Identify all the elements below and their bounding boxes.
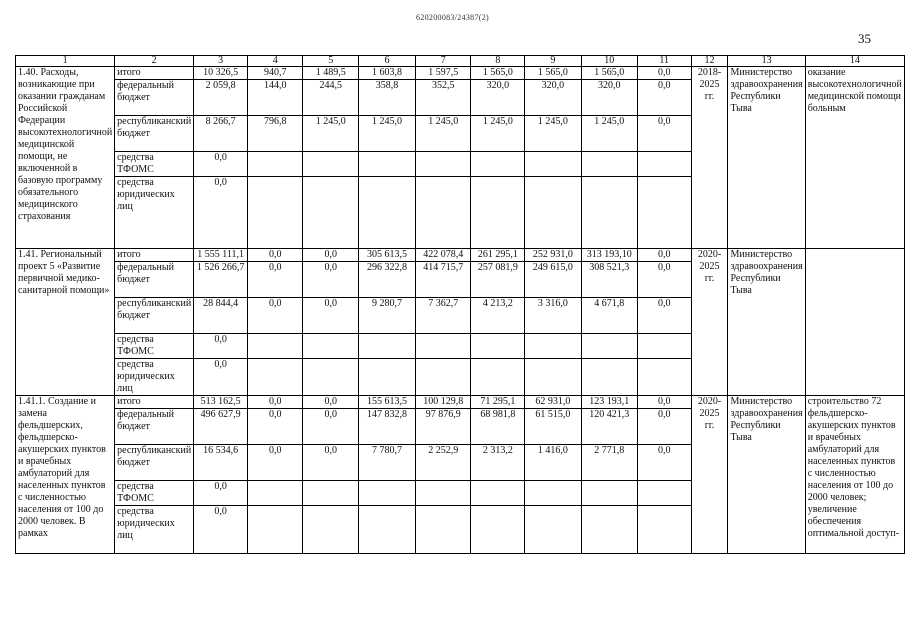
funding-source-cell: средства ТФОМС [115,334,194,359]
value-cell: 0,0 [637,262,691,298]
value-cell [416,506,471,554]
value-cell [525,334,581,359]
funding-source-cell: федеральный бюджет [115,80,194,116]
header-cell: 9 [525,56,581,67]
header-cell: 1 [16,56,115,67]
value-cell: 1 597,5 [416,67,471,80]
value-cell [471,359,525,396]
value-cell: 2 252,9 [416,445,471,481]
value-cell: 1 416,0 [525,445,581,481]
value-cell: 320,0 [471,80,525,116]
value-cell: 0,0 [303,445,358,481]
value-cell [581,359,637,396]
header-cell: 11 [637,56,691,67]
value-cell: 97 876,9 [416,409,471,445]
value-cell: 0,0 [248,262,303,298]
value-cell: 1 555 111,1 [194,249,248,262]
value-cell: 1 245,0 [581,116,637,152]
value-cell: 0,0 [637,67,691,80]
value-cell: 8 266,7 [194,116,248,152]
value-cell [637,359,691,396]
value-cell [637,177,691,249]
value-cell: 0,0 [194,359,248,396]
funding-source-cell: республиканский бюджет [115,298,194,334]
value-cell: 4 213,2 [471,298,525,334]
value-cell: 0,0 [248,249,303,262]
value-cell: 28 844,4 [194,298,248,334]
header-row [16,56,905,67]
value-cell: 4 671,8 [581,298,637,334]
funding-source-cell: средства юридических лиц [115,359,194,396]
value-cell: 0,0 [637,116,691,152]
value-cell [416,177,471,249]
value-cell [525,177,581,249]
table-row [16,249,905,262]
value-cell [581,177,637,249]
value-cell: 7 362,7 [416,298,471,334]
value-cell: 0,0 [637,396,691,409]
executor-cell: Министерство здравоохранения Республики Тыва [728,396,805,554]
value-cell: 0,0 [248,298,303,334]
value-cell: 414 715,7 [416,262,471,298]
value-cell: 7 780,7 [358,445,415,481]
value-cell: 2 313,2 [471,445,525,481]
value-cell: 422 078,4 [416,249,471,262]
value-cell: 257 081,9 [471,262,525,298]
value-cell [471,177,525,249]
value-cell: 296 322,8 [358,262,415,298]
value-cell: 1 245,0 [525,116,581,152]
value-cell: 0,0 [248,445,303,481]
value-cell: 305 613,5 [358,249,415,262]
value-cell: 940,7 [248,67,303,80]
value-cell: 71 295,1 [471,396,525,409]
value-cell [581,152,637,177]
value-cell: 0,0 [303,396,358,409]
table-row [16,67,905,80]
value-cell: 0,0 [637,298,691,334]
page-number: 35 [858,31,871,46]
value-cell [637,152,691,177]
value-cell: 261 295,1 [471,249,525,262]
value-cell [471,334,525,359]
header-cell: 6 [358,56,415,67]
value-cell [581,481,637,506]
funding-source-cell: итого [115,396,194,409]
value-cell: 1 245,0 [358,116,415,152]
value-cell: 320,0 [581,80,637,116]
value-cell: 61 515,0 [525,409,581,445]
header-cell: 10 [581,56,637,67]
value-cell [471,506,525,554]
value-cell: 252 931,0 [525,249,581,262]
value-cell [358,334,415,359]
period-cell: 2018-2025 гг. [691,67,728,249]
value-cell: 244,5 [303,80,358,116]
executor-cell: Министерство здравоохранения Республики Тыва [728,67,805,249]
funding-source-cell: средства юридических лиц [115,506,194,554]
value-cell: 0,0 [303,249,358,262]
header-cell: 4 [248,56,303,67]
value-cell: 0,0 [194,334,248,359]
value-cell [358,152,415,177]
value-cell: 0,0 [303,262,358,298]
funding-source-cell: средства ТФОМС [115,152,194,177]
value-cell [358,359,415,396]
measure-name-cell: 1.41.1. Создание и замена фельдшерских, фельдшерско-акушерских пунктов и врачебных амбулаторий для населенных пунктов с численностью населения от 100 до 2000 человек. В рамках [16,396,115,554]
funding-source-cell: итого [115,67,194,80]
value-cell: 1 565,0 [525,67,581,80]
value-cell: 358,8 [358,80,415,116]
value-cell: 1 245,0 [471,116,525,152]
value-cell [471,152,525,177]
funding-source-cell: средства юридических лиц [115,177,194,249]
value-cell [248,506,303,554]
result-cell [805,249,904,396]
value-cell [358,506,415,554]
value-cell [416,481,471,506]
value-cell: 1 489,5 [303,67,358,80]
funding-source-cell: федеральный бюджет [115,262,194,298]
value-cell [525,481,581,506]
value-cell: 0,0 [194,481,248,506]
value-cell: 320,0 [525,80,581,116]
value-cell: 1 603,8 [358,67,415,80]
header-cell: 8 [471,56,525,67]
value-cell: 2 771,8 [581,445,637,481]
value-cell [637,334,691,359]
value-cell [303,359,358,396]
value-cell: 123 193,1 [581,396,637,409]
value-cell: 1 245,0 [416,116,471,152]
header-cell: 2 [115,56,194,67]
value-cell: 147 832,8 [358,409,415,445]
value-cell [248,359,303,396]
value-cell [248,177,303,249]
value-cell [248,481,303,506]
value-cell: 68 981,8 [471,409,525,445]
funding-source-cell: средства ТФОМС [115,481,194,506]
value-cell: 0,0 [637,409,691,445]
value-cell [303,177,358,249]
header-cell: 14 [805,56,904,67]
value-cell [358,481,415,506]
value-cell: 120 421,3 [581,409,637,445]
value-cell: 155 613,5 [358,396,415,409]
funding-source-cell: итого [115,249,194,262]
executor-cell: Министерство здравоохранения Республики Тыва [728,249,805,396]
value-cell [303,334,358,359]
value-cell: 0,0 [303,409,358,445]
value-cell: 0,0 [194,177,248,249]
value-cell: 100 129,8 [416,396,471,409]
value-cell [471,481,525,506]
value-cell [637,481,691,506]
value-cell: 0,0 [303,298,358,334]
value-cell: 9 280,7 [358,298,415,334]
value-cell: 0,0 [637,80,691,116]
value-cell: 0,0 [194,152,248,177]
header-cell: 3 [194,56,248,67]
value-cell: 144,0 [248,80,303,116]
value-cell [525,152,581,177]
value-cell: 1 565,0 [471,67,525,80]
value-cell: 1 245,0 [303,116,358,152]
header-cell: 13 [728,56,805,67]
budget-table [15,55,905,554]
value-cell: 10 326,5 [194,67,248,80]
header-cell: 12 [691,56,728,67]
period-cell: 2020-2025 гг. [691,249,728,396]
value-cell: 249 615,0 [525,262,581,298]
value-cell [525,506,581,554]
measure-name-cell: 1.41. Региональный проект 5 «Развитие первичной медико-санитарной помощи» [16,249,115,396]
value-cell [581,334,637,359]
result-cell: оказание высокотехнологичной медицинской помощи больным [805,67,904,249]
value-cell: 308 521,3 [581,262,637,298]
value-cell [358,177,415,249]
result-cell: строительство 72 фельдшерско-акушерских пунктов и врачебных амбулаторий для населенных пунктов с численностью населения от 100 до 2000 человек; увеличение обеспечения оптимальной доступ- [805,396,904,554]
value-cell [416,152,471,177]
value-cell: 796,8 [248,116,303,152]
value-cell: 16 534,6 [194,445,248,481]
value-cell: 352,5 [416,80,471,116]
period-cell: 2020-2025 гг. [691,396,728,554]
funding-source-cell: республиканский бюджет [115,445,194,481]
measure-name-cell: 1.40. Расходы, возникающие при оказании гражданам Российской Федерации высокотехнологичной медицинской помощи, не включенной в базовую программу обязательного медицинского страхования [16,67,115,249]
value-cell [416,359,471,396]
funding-source-cell: федеральный бюджет [115,409,194,445]
value-cell: 2 059,8 [194,80,248,116]
value-cell [248,334,303,359]
document-code: 620200083/24387(2) [416,13,489,22]
value-cell: 0,0 [248,396,303,409]
value-cell: 0,0 [637,445,691,481]
value-cell: 62 931,0 [525,396,581,409]
value-cell [637,506,691,554]
value-cell: 1 565,0 [581,67,637,80]
value-cell [303,506,358,554]
value-cell: 1 526 266,7 [194,262,248,298]
value-cell [525,359,581,396]
value-cell [248,152,303,177]
value-cell: 496 627,9 [194,409,248,445]
value-cell: 0,0 [194,506,248,554]
value-cell: 0,0 [248,409,303,445]
funding-source-cell: республиканский бюджет [115,116,194,152]
value-cell [581,506,637,554]
value-cell [303,481,358,506]
header-cell: 5 [303,56,358,67]
value-cell: 313 193,10 [581,249,637,262]
value-cell: 513 162,5 [194,396,248,409]
table-row [16,396,905,409]
value-cell: 0,0 [637,249,691,262]
header-cell: 7 [416,56,471,67]
value-cell [416,334,471,359]
value-cell: 3 316,0 [525,298,581,334]
value-cell [303,152,358,177]
